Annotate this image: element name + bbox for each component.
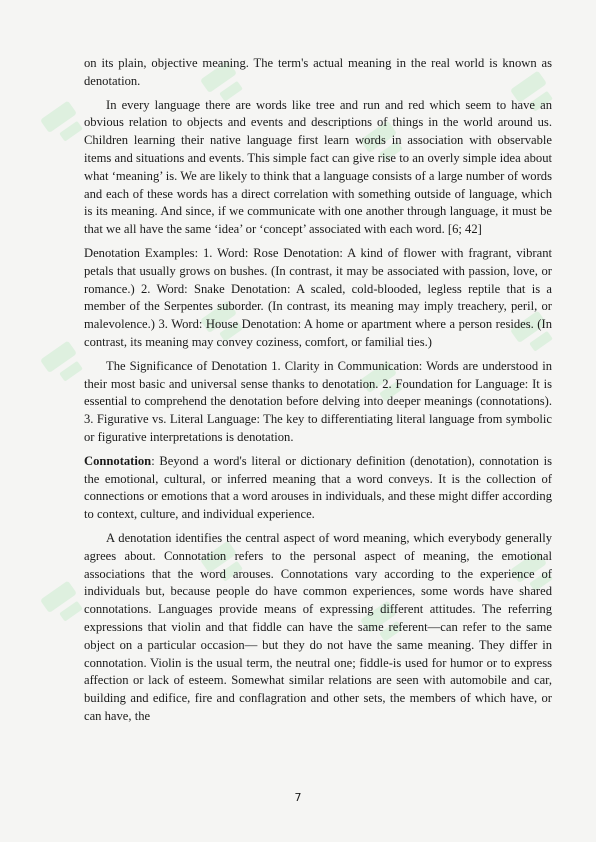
paragraph-denotation-intro: on its plain, objective meaning. The term's actual meaning in the real world is known as denotation. bbox=[84, 56, 552, 88]
page-body bbox=[84, 55, 552, 732]
paragraph-language-meaning: In every language there are words like tree and run and red which seem to have an obvious relation to objects and events and descriptions of things in the world around us. Children learning their native language first learn words in association with observable items and situations and events. This simple fact can give rise to an overly simple idea about what ‘meaning’ is. We are likely to think that a language consists of a large number of words and each of these words has a direct correlation with something outside of language, which is its meaning. And since, if we communicate with one another through language, it must be that we all have the same ‘idea’ or ‘concept’ associated with each word. [6; 42] bbox=[84, 97, 552, 237]
paragraph-denotation-significance: The Significance of Denotation 1. Clarity in Communication: Words are understood in their most basic and universal sense thanks to denotation. 2. Foundation for Language: It is essential to comprehend the denotation before delving into deeper meanings (connotations). 3. Figurative vs. Literal Language: The key to differentiating literal language from symbolic or figurative interpretations is denotation. bbox=[84, 358, 552, 444]
page-number: 7 bbox=[294, 791, 302, 804]
term-connotation: Connotation bbox=[84, 453, 152, 468]
paragraph-denotation-vs-connotation: A denotation identifies the central aspect of word meaning, which everybody generally agrees about. Connotation refers to the personal aspect of meaning, the emotional associations that the word arouses. Connotations vary according to the experience of individuals but, because people do have common experiences, some words have shared connotations. Languages provide means of expressing different attitudes. The referring expressions that violin and that fiddle can have the same referent—can refer to the same object on a particular occasion— but they do not have the same meaning. They differ in connotation. Violin is the usual term, the neutral one; fiddle-is used for humor or to express affection or lack of esteem. Somewhat similar relations are seen with automobile and car, building and edifice, fire and conflagration and other sets, the members of which have, or can have, the bbox=[84, 530, 552, 723]
paragraph-connotation-definition bbox=[84, 453, 552, 524]
paragraph-denotation-examples: Denotation Examples: 1. Word: Rose Denotation: A kind of flower with fragrant, vibrant petals that usually grows on bushes. (In contrast, it may be associated with passion, love, or romance.) 2. Word: Snake Denotation: A scaled, cold-blooded, legless reptile that is a member of the Serpentes suborder. (In contrast, its meaning may imply treachery, peril, or malevolence.) 3. Word: House Denotation: A home or apartment where a person resides. (In contrast, its meaning may convey coziness, comfort, or familial ties.) bbox=[84, 245, 552, 349]
connotation-definition-text: : Beyond a word's literal or dictionary definition (denotation), connotation is the emotional, cultural, or inferred meaning that a word conveys. It is the collection of connections or emotions that a word arouses in individuals, and these might differ according to context, culture, and individual experience. bbox=[84, 453, 552, 522]
